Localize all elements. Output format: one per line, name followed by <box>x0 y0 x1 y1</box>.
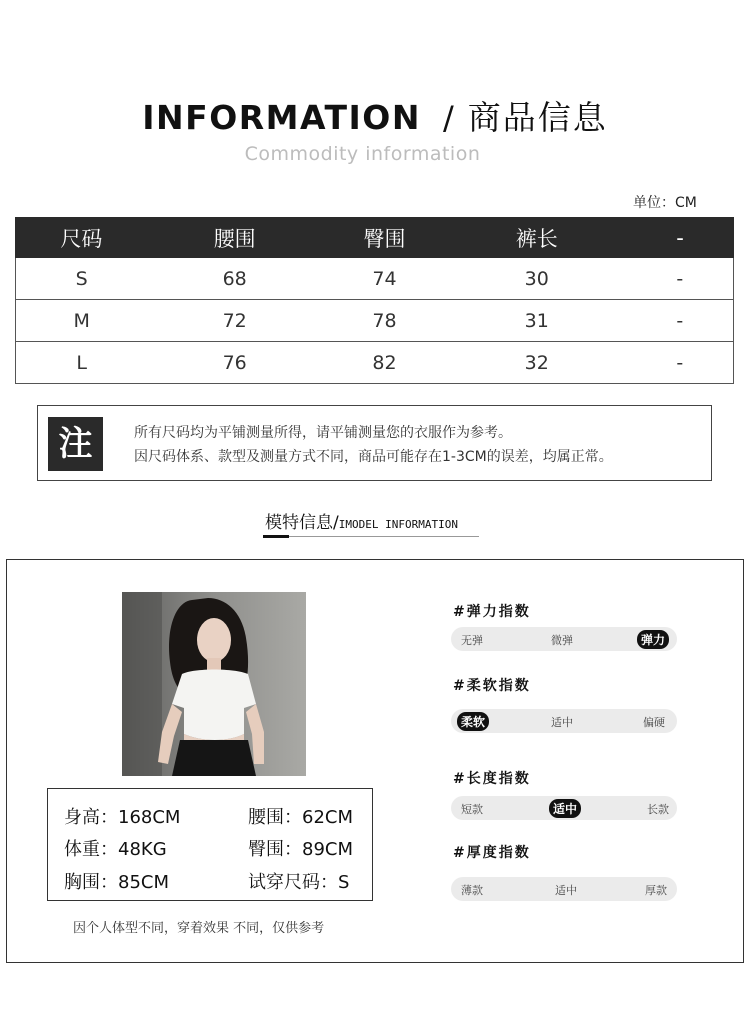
elasticity-option-none: 无弹 <box>461 634 483 647</box>
softness-index-bar <box>451 709 677 733</box>
table-cell: 76 <box>147 342 322 384</box>
title-en: INFORMATION <box>142 98 421 137</box>
table-cell: 68 <box>147 258 322 300</box>
model-stats <box>47 788 373 901</box>
table-cell: 74 <box>322 258 447 300</box>
page-subtitle: Commodity information <box>244 143 481 165</box>
unit-label: 单位：CM <box>633 195 697 211</box>
model-height: 身高：168CM <box>64 807 181 828</box>
length-option-long: 长款 <box>647 803 669 816</box>
model-title-cn: 模特信息/ <box>265 513 339 533</box>
model-hip: 臀围：89CM <box>248 839 354 860</box>
table-cell: - <box>627 342 734 384</box>
table-row <box>16 300 734 342</box>
table-cell: 72 <box>147 300 322 342</box>
table-cell: 30 <box>447 258 627 300</box>
elasticity-index-title: #弹力指数 <box>453 604 531 620</box>
model-bust: 胸围：85CM <box>64 872 170 893</box>
thickness-index-title: #厚度指数 <box>453 845 531 861</box>
model-weight: 体重：48KG <box>64 839 167 860</box>
table-header-cell: 臀围 <box>322 218 447 258</box>
measurement-note <box>37 405 712 481</box>
length-option-short: 短款 <box>461 803 483 816</box>
table-header-cell: 裤长 <box>447 218 627 258</box>
size-table <box>15 217 734 384</box>
table-row <box>16 258 734 300</box>
table-header-cell: - <box>627 218 734 258</box>
table-header-cell: 尺码 <box>16 218 148 258</box>
table-header-row <box>16 218 734 258</box>
note-badge: 注 <box>48 417 103 471</box>
note-line-1: 所有尺码均为平铺测量所得，请平铺测量您的衣服作为参考。 <box>134 425 512 441</box>
table-cell: - <box>627 258 734 300</box>
elasticity-option-slight: 微弹 <box>551 634 573 647</box>
elasticity-index-bar <box>451 627 677 651</box>
softness-option-soft-selected: 柔软 <box>457 712 489 731</box>
thickness-option-thin: 薄款 <box>461 884 483 897</box>
softness-index-title: #柔软指数 <box>453 678 531 694</box>
table-cell: - <box>627 300 734 342</box>
title-underline <box>263 536 479 537</box>
title-slash: / <box>442 99 454 137</box>
thickness-index-bar <box>451 877 677 901</box>
table-cell: 82 <box>322 342 447 384</box>
table-cell: 32 <box>447 342 627 384</box>
table-header-cell: 腰围 <box>147 218 322 258</box>
model-photo-image <box>122 592 306 776</box>
model-title-en: IMODEL INFORMATION <box>338 518 458 531</box>
thickness-option-thick: 厚款 <box>645 884 667 897</box>
table-cell: 78 <box>322 300 447 342</box>
length-index-title: #长度指数 <box>453 771 531 787</box>
length-index-bar <box>451 796 677 820</box>
title-underline-accent <box>263 535 289 538</box>
softness-option-medium: 适中 <box>551 716 573 729</box>
fit-disclaimer: 因个人体型不同，穿着效果 不同，仅供参考 <box>73 921 325 936</box>
model-info-panel <box>6 559 744 963</box>
model-trial-size: 试穿尺码：S <box>248 872 350 893</box>
model-section-title <box>265 508 458 533</box>
page-title <box>0 92 750 139</box>
table-cell: L <box>16 342 148 384</box>
elasticity-option-elastic-selected: 弹力 <box>637 630 669 649</box>
table-row <box>16 342 734 384</box>
table-cell: 31 <box>447 300 627 342</box>
length-option-medium-selected: 适中 <box>549 799 581 818</box>
table-cell: M <box>16 300 148 342</box>
model-photo <box>122 592 306 776</box>
table-cell: S <box>16 258 148 300</box>
softness-option-stiff: 偏硬 <box>643 716 665 729</box>
model-waist: 腰围：62CM <box>248 807 354 828</box>
thickness-option-medium: 适中 <box>555 884 577 897</box>
title-cn: 商品信息 <box>467 98 608 137</box>
note-line-2: 因尺码体系、款型及测量方式不同，商品可能存在1-3CM的误差，均属正常。 <box>134 449 613 465</box>
